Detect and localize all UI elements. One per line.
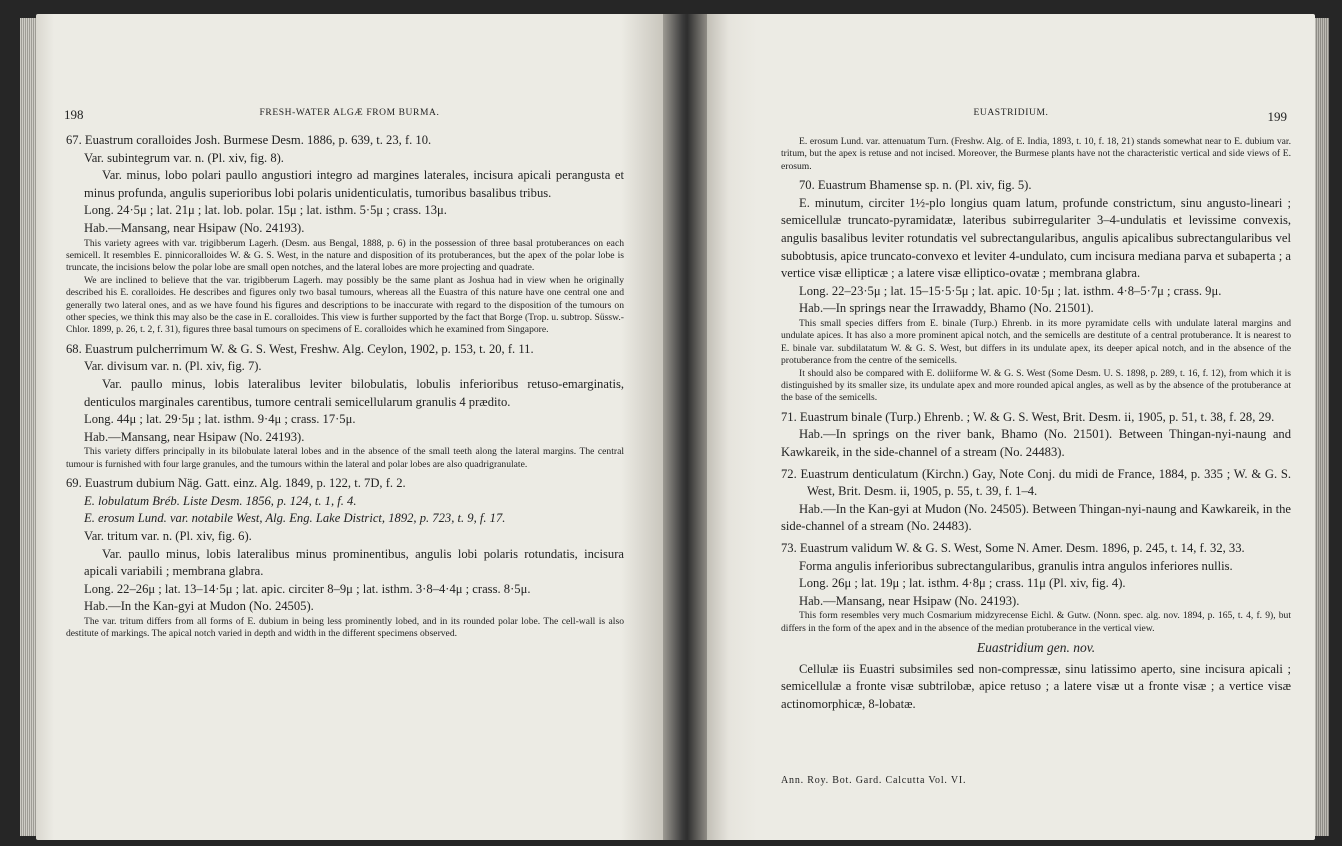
text-paragraph: Var. subintegrum var. n. (Pl. xiv, fig. 8). bbox=[84, 150, 284, 165]
page-number-right: 199 bbox=[1267, 109, 1287, 124]
text-paragraph: Hab.—In springs on the river bank, Bhamo (No. 21501). Between Thingan-nyi-naung and Kawkareik, in the side-channel of a stream (No. 24483). bbox=[781, 427, 1291, 459]
right-page-edges bbox=[1315, 18, 1329, 836]
text-paragraph: 68. Euastrum pulcherrimum W. & G. S. West, Freshw. Alg. Ceylon, 1902, p. 153, t. 20, f. 11. bbox=[66, 341, 534, 356]
text-paragraph: E. minutum, circiter 1½-plo longius quam latum, profunde constrictum, sinu angusto-lineari ; semicellulæ truncato-pyramidatæ, lateribus subirregulariter 3–4-undulatis et levissime convexis, angulis basalibus leviter rotundatis vel subrectangularibus, angulis apicalibus subrectangularibus vel subobtusis, apice truncato-convexo et leviter 4-undulato, cum incisura mediana parva et subaperta ; a vertice visæ ellipticæ ; a latere visæ elliptico-ovatæ ; membrana glabra. bbox=[781, 195, 1291, 281]
text-paragraph: Long. 22–23·5μ ; lat. 15–15·5·5μ ; lat. apic. 10·5μ ; lat. isthm. 4·8–5·7μ ; crass. 9μ. bbox=[799, 283, 1222, 298]
note-paragraph: E. erosum Lund. var. attenuatum Turn. (Freshw. Alg. of E. India, 1893, t. 10, f. 18, 21) stands somewhat near to E. dubium var. tritum, but the apex is retuse and not incised. Moreover, the Burmese plants have not the characteristic vertical and side views of E. erosum. bbox=[781, 136, 1291, 172]
text-paragraph: 70. Euastrum Bhamense sp. n. (Pl. xiv, fig. 5). bbox=[799, 178, 1032, 193]
text-paragraph: Var. divisum var. n. (Pl. xiv, fig. 7). bbox=[84, 359, 262, 374]
text-paragraph: 72. Euastrum denticulatum (Kirchn.) Gay, Note Conj. du midi de France, 1884, p. 335 ; W. & G. S. West, Brit. Desm. ii, 1905, p. 55, t. 39, f. 1–4. bbox=[781, 466, 1291, 499]
text-paragraph: Long. 22–26μ ; lat. 13–14·5μ ; lat. apic. circiter 8–9μ ; lat. isthm. 3·8–4·4μ ; crass. 8·5μ. bbox=[84, 581, 531, 596]
text-paragraph: Cellulæ iis Euastri subsimiles sed non-compressæ, sinu latissimo aperto, sine incisura apicali ; semicellulæ a fronte visæ subtrilobæ, apice retuso ; a latere visæ ut a fronte visæ ; a vertice visæ actinomorphicæ, 8-lobatæ. bbox=[781, 661, 1291, 711]
text-paragraph: Hab.—In springs near the Irrawaddy, Bhamo (No. 21501). bbox=[799, 301, 1094, 316]
text-paragraph: 71. Euastrum binale (Turp.) Ehrenb. ; W. & G. S. West, Brit. Desm. ii, 1905, p. 51, t. 38, f. 28, 29. bbox=[781, 409, 1275, 424]
left-page-edges bbox=[20, 18, 36, 836]
text-paragraph: 67. Euastrum coralloides Josh. Burmese Desm. 1886, p. 639, t. 23, f. 10. bbox=[66, 133, 432, 147]
note-paragraph: This form resembles very much Cosmarium midzyrecense Eichl. & Gutw. (Nonn. spec. alg. nov. 1894, p. 165, t. 4, f. 9), but differs in the form of the apex and in the absence of the median protuberance in the vertical view. bbox=[781, 610, 1291, 634]
note-paragraph: This variety agrees with var. trigibberum Lagerh. (Desm. aus Bengal, 1888, p. 6) in the possession of three basal protuberances on each semicell. It resembles E. pinnicoralloides W. & G. S. West, in the nature and disposition of its protuberances, but the apex of the polar lobe is truncate, the incisions below the polar lobe are small open notches, and the lateral lobes are more projecting and quadrate. bbox=[66, 237, 624, 274]
text-paragraph: 69. Euastrum dubium Näg. Gatt. einz. Alg. 1849, p. 122, t. 7D, f. 2. bbox=[66, 476, 406, 491]
page-footer: Ann. Roy. Bot. Gard. Calcutta Vol. VI. bbox=[781, 775, 967, 786]
text-paragraph: Var. minus, lobo polari paullo angustiori integro ad margines laterales, incisura apicali perangusta et minus profunda, angulis superioribus lobi polaris unidenticulatis, tumoribus basalibus tribus. bbox=[84, 168, 624, 200]
running-head-left: FRESH-WATER ALGÆ FROM BURMA. bbox=[259, 108, 440, 118]
book-gutter bbox=[663, 14, 707, 840]
text-paragraph: 73. Euastrum validum W. & G. S. West, Some N. Amer. Desm. 1896, p. 245, t. 14, f. 32, 33. bbox=[781, 540, 1245, 555]
left-page-text bbox=[66, 132, 624, 641]
text-paragraph: Hab.—Mansang, near Hsipaw (No. 24193). bbox=[84, 220, 305, 235]
text-paragraph: Var. paullo minus, lobis lateralibus leviter bilobulatis, lobulis inferioribus retuso-emarginatis, denticulos marginales carentibus, tumore centrali semicellularum granulis 4 prædito. bbox=[84, 377, 624, 409]
text-paragraph: Forma angulis inferioribus subrectangularibus, granulis intra angulos inferiores nullis. bbox=[799, 558, 1233, 573]
text-paragraph: Hab.—Mansang, near Hsipaw (No. 24193). bbox=[84, 429, 305, 444]
note-paragraph: This small species differs from E. binale (Turp.) Ehrenb. in its more pyramidate cells with undulate lateral margins and undulate apices. It has also a more prominent apical notch, and the semicells are destitute of a central protuberance. It is nearest to E. binale var. subdilatatum W. & G. S. West, but differs in its undulate apex, its deeper apical notch, and in the absence of the protuberance from the centre of the semicells. bbox=[781, 317, 1291, 367]
left-page bbox=[36, 14, 663, 840]
text-paragraph: Long. 24·5μ ; lat. 21μ ; lat. lob. polar. 15μ ; lat. isthm. 5·5μ ; crass. 13μ. bbox=[84, 203, 447, 218]
text-paragraph: Euastridium gen. nov. bbox=[976, 640, 1096, 656]
running-head-right: EUASTRIDIUM. bbox=[973, 108, 1049, 118]
text-paragraph: Long. 44μ ; lat. 29·5μ ; lat. isthm. 9·4μ ; crass. 17·5μ. bbox=[84, 412, 356, 427]
note-paragraph: We are inclined to believe that the var. trigibberum Lagerh. may possibly be the same plant as Joshua had in view when he originally described his E. coralloides. He describes and figures only two basal tumours, whereas all the Euastra of this nature have one central one and generally two lateral ones, and as we have found his figures and descriptions to be inaccurate with regard to the disposition of the tumours on other species, we think this may also be the case in E. coralloides. This view is further supported by the fact that Borge (Trop. u. subtrop. Süssw.-Chlor. 1899, p. 26, t. 2, f. 31), figures three basal tumours on specimens of E. coralloides which he examined from Singapore. bbox=[66, 274, 624, 336]
text-paragraph: Var. paullo minus, lobis lateralibus minus prominentibus, angulis lobi polaris rotundatis, incisura apicali variabili ; membrana glabra. bbox=[84, 546, 624, 579]
text-paragraph: E. lobulatum Bréb. Liste Desm. 1856, p. 124, t. 1, f. 4. bbox=[84, 493, 357, 508]
text-paragraph: Var. tritum var. n. (Pl. xiv, fig. 6). bbox=[84, 528, 252, 543]
text-paragraph: Long. 26μ ; lat. 19μ ; lat. isthm. 4·8μ ; crass. 11μ (Pl. xiv, fig. 4). bbox=[799, 576, 1126, 591]
right-page bbox=[707, 14, 1315, 840]
text-paragraph: E. erosum Lund. var. notabile West, Alg. Eng. Lake District, 1892, p. 723, t. 9, f. 17. bbox=[84, 511, 506, 526]
text-paragraph: Hab.—In the Kan-gyi at Mudon (No. 24505). bbox=[84, 599, 314, 614]
text-paragraph: Hab.—In the Kan-gyi at Mudon (No. 24505). Between Thingan-nyi-naung and Kawkareik, in the side-channel of a stream (No. 24483). bbox=[781, 501, 1291, 534]
note-paragraph: This variety differs principally in its bilobulate lateral lobes and in the absence of the small teeth along the lateral margins. The central tumour is furnished with four large granules, and the tumours within the lateral and polar lobes are also quadrigranulate. bbox=[66, 446, 624, 470]
note-paragraph: It should also be compared with E. doliiforme W. & G. S. West (Some Desm. U. S. 1898, p. 289, t. 16, f. 12), from which it is distinguished by its smaller size, its undulate apex and more rounded apical angles, as well as by the absence of the protuberance at the base of the semicells. bbox=[781, 367, 1291, 404]
page-number-left: 198 bbox=[64, 107, 84, 122]
note-paragraph: The var. tritum differs from all forms of E. dubium in being less prominently lobed, and in its rounded polar lobe. The cell-wall is also destitute of markings. The apical notch varied in depth and width in the different specimens observed. bbox=[66, 615, 624, 640]
right-page-text bbox=[781, 136, 1291, 714]
text-paragraph: Hab.—Mansang, near Hsipaw (No. 24193). bbox=[799, 593, 1020, 608]
